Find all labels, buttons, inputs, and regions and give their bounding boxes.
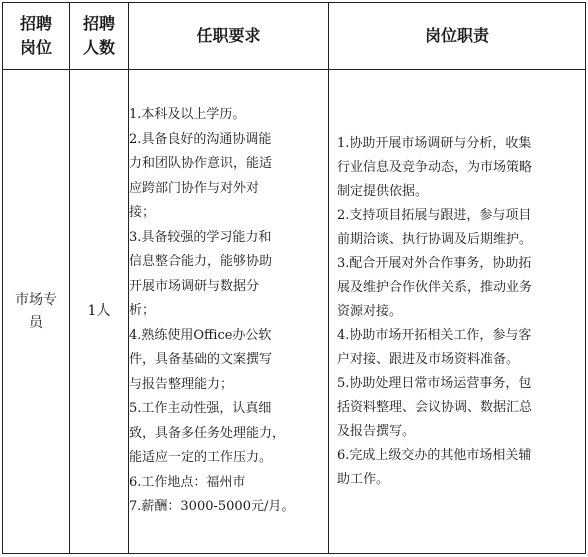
requirement-item <box>129 471 328 496</box>
cell-requirements <box>129 70 329 554</box>
requirement-item-line: 析； <box>129 303 156 319</box>
header-headcount: 招聘 人数 <box>70 3 129 70</box>
requirement-item-line: 7.薪酬：3000-5000元/月。 <box>129 499 295 515</box>
duty-item-line: 2.支持项目拓展与跟进，参与项目 <box>337 207 532 223</box>
header-duties: 岗位职责 <box>329 3 586 70</box>
requirement-item-line: 能适应一定的工作压力。 <box>129 450 273 466</box>
duty-item-line: 制定提供依据。 <box>337 183 429 199</box>
cell-duties <box>329 70 586 554</box>
cell-position: 市场专 员 <box>3 70 70 554</box>
requirement-item-line: 3.具备较强的学习能力和 <box>129 229 272 245</box>
requirement-item-line: 4.熟练使用Office办公软 <box>129 327 272 343</box>
requirement-item-line: 信息整合能力，能够协助 <box>129 254 273 270</box>
table-row <box>3 70 586 554</box>
duty-item <box>337 252 577 324</box>
requirement-item-line: 6.工作地点：福州市 <box>129 474 246 490</box>
duty-item-line: 资源对接。 <box>337 303 403 319</box>
requirement-item-line: 5.工作主动性强，认真细 <box>129 401 272 417</box>
requirement-item-line: 力和团队协作意识，能适 <box>129 156 273 172</box>
duty-item-line: 3.配合开展对外合作事务，协助拓 <box>337 255 532 271</box>
duty-item-line: 行业信息及竞争动态，为市场策略 <box>337 159 533 175</box>
header-position: 招聘 岗位 <box>3 3 70 70</box>
requirement-item <box>129 128 328 226</box>
duty-item-line: 5.协助处理日常市场运营事务，包 <box>337 375 532 391</box>
requirement-item <box>129 324 328 398</box>
table-header-row <box>3 3 586 70</box>
duty-item-line: 4.协助市场开拓相关工作，参与客 <box>337 327 532 343</box>
requirement-item-line: 1.本科及以上学历。 <box>129 107 246 123</box>
requirements-list <box>129 103 328 520</box>
duty-item <box>337 204 577 252</box>
duty-item <box>337 444 577 492</box>
duties-list <box>337 132 577 492</box>
duty-item-line: 1.协助开展市场调研与分析，收集 <box>337 135 532 151</box>
recruitment-table <box>2 2 586 554</box>
requirement-item <box>129 226 328 324</box>
duty-item <box>337 132 577 204</box>
requirement-item <box>129 495 328 520</box>
duty-item-line: 及报告撰写。 <box>337 423 416 439</box>
requirement-item <box>129 397 328 471</box>
duty-item-line: 前期洽谈、执行协调及后期维护。 <box>337 231 533 247</box>
requirement-item-line: 接； <box>129 205 156 221</box>
duty-item-line: 展及维护合作伙伴关系，推动业务 <box>337 279 533 295</box>
requirement-item-line: 件，具备基础的文案撰写 <box>129 352 273 368</box>
cell-headcount: 1人 <box>70 70 129 554</box>
duty-item <box>337 372 577 444</box>
duty-item <box>337 324 577 372</box>
requirement-item-line: 与报告整理能力； <box>129 376 234 392</box>
duty-item-line: 括资料整理、会议协调、数据汇总 <box>337 399 533 415</box>
header-requirements: 任职要求 <box>129 3 329 70</box>
duty-item-line: 户对接、跟进及市场资料准备。 <box>337 351 520 367</box>
requirement-item <box>129 103 328 128</box>
requirement-item-line: 开展市场调研与数据分 <box>129 278 260 294</box>
duty-item-line: 6.完成上级交办的其他市场相关辅 <box>337 447 532 463</box>
duty-item-line: 助工作。 <box>337 471 390 487</box>
requirement-item-line: 应跨部门协作与对外对 <box>129 180 260 196</box>
requirement-item-line: 2.具备良好的沟通协调能 <box>129 131 272 147</box>
requirement-item-line: 致，具备多任务处理能力， <box>129 425 286 441</box>
